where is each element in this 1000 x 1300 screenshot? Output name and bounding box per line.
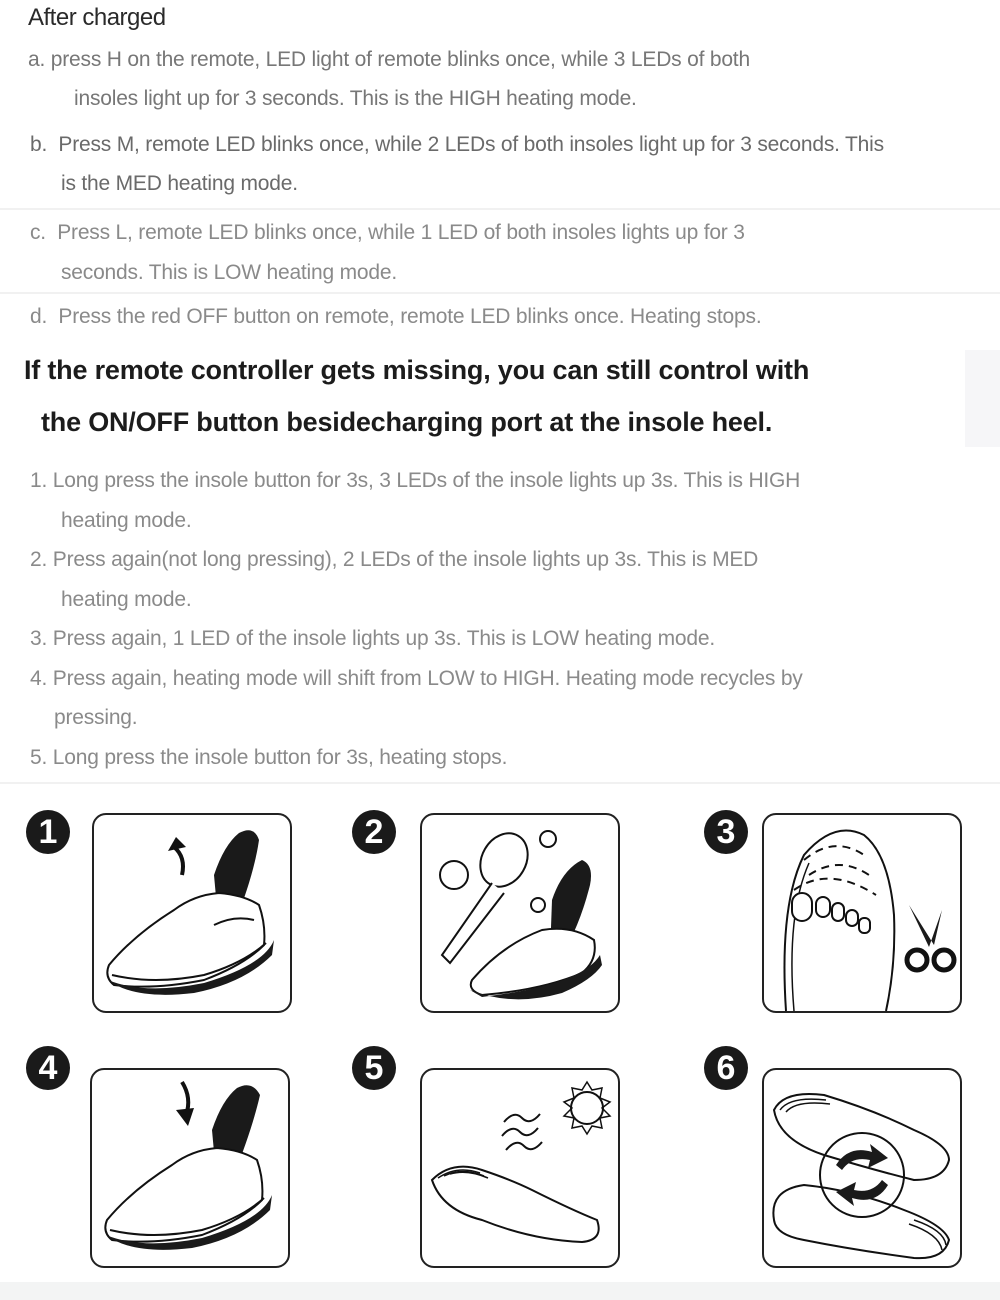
trim-insole-to-foot-with-scissors-icon (762, 813, 962, 1013)
step4-line2: pressing. (54, 706, 138, 729)
note-line2: the ON/OFF button besidecharging port at the insole heel. (41, 407, 773, 437)
step4-line1: 4. Press again, heating mode will shift from LOW to HIGH. Heating mode recycles by (30, 667, 803, 690)
step2-line1: 2. Press again(not long pressing), 2 LEDs of the insole lights up 3s. This is MED (30, 548, 759, 571)
step-number-4: 4 (26, 1046, 70, 1090)
item-c-line2: seconds. This is LOW heating mode. (61, 261, 397, 284)
item-b-line1: b. Press M, remote LED blinks once, while 2 LEDs of both insoles light up for 3 seconds. This (30, 133, 884, 156)
step-number-6: 6 (704, 1046, 748, 1090)
separator (0, 782, 1000, 784)
wash-insole-with-brush-icon (420, 813, 620, 1013)
side-shade (965, 350, 1000, 447)
section-heading: After charged (28, 4, 166, 31)
air-dry-insole-in-sun-icon (420, 1068, 620, 1268)
step1-line1: 1. Long press the insole button for 3s, 3 LEDs of the insole lights up 3s. This is HIGH (30, 469, 801, 492)
step1-line2: heating mode. (61, 509, 192, 532)
separator (0, 208, 1000, 210)
note-line1: If the remote controller gets missing, you can still control with (24, 355, 810, 385)
swap-insoles-rotate-icon (762, 1068, 962, 1268)
step3-line1: 3. Press again, 1 LED of the insole lights up 3s. This is LOW heating mode. (30, 627, 716, 650)
step-number-1: 1 (26, 810, 70, 854)
bottom-strip (0, 1282, 1000, 1300)
step-number-5: 5 (352, 1046, 396, 1090)
item-b-line2: is the MED heating mode. (61, 172, 298, 195)
step-number-3: 3 (704, 810, 748, 854)
step5-line1: 5. Long press the insole button for 3s, heating stops. (30, 746, 508, 769)
item-a-line1: a. press H on the remote, LED light of remote blinks once, while 3 LEDs of both (28, 48, 750, 71)
item-d-line1: d. Press the red OFF button on remote, remote LED blinks once. Heating stops. (30, 305, 762, 328)
item-c-line1: c. Press L, remote LED blinks once, while 1 LED of both insoles lights up for 3 (30, 221, 745, 244)
item-a-line2: insoles light up for 3 seconds. This is the HIGH heating mode. (74, 87, 637, 110)
step-number-2: 2 (352, 810, 396, 854)
insert-insole-into-shoe-icon (90, 1068, 290, 1268)
step2-line2: heating mode. (61, 588, 192, 611)
remove-insole-from-shoe-icon (92, 813, 292, 1013)
separator (0, 292, 1000, 294)
